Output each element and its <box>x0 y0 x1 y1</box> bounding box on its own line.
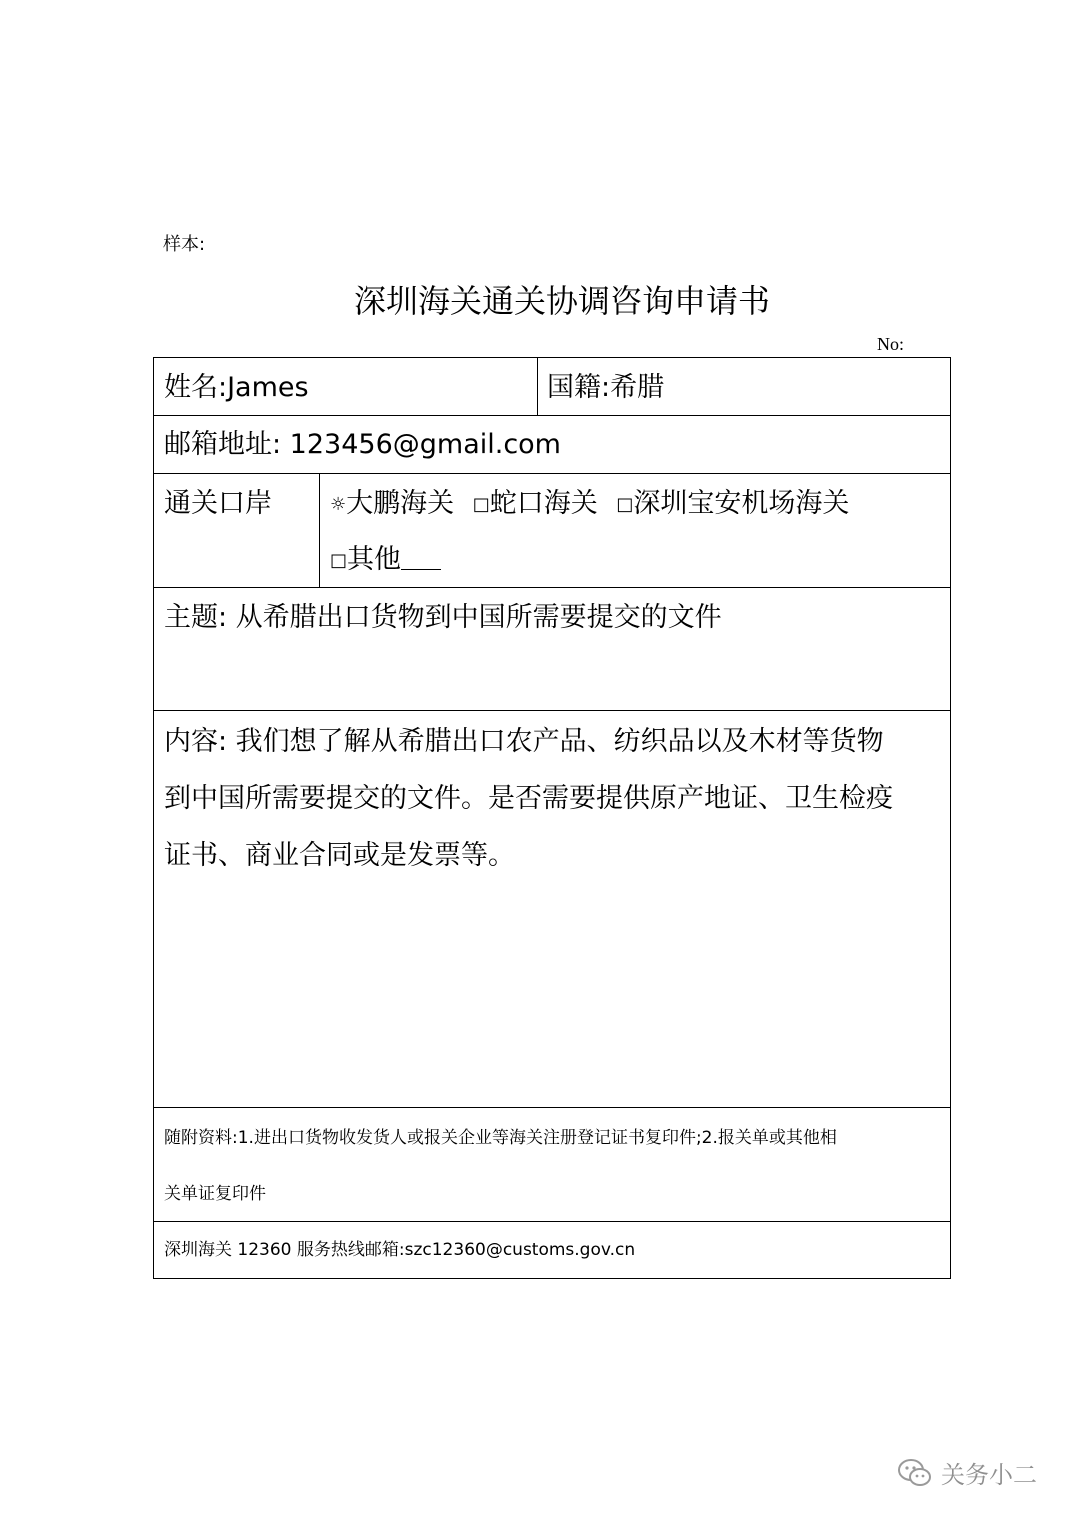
content-line-3: 证书、商业合同或是发票等。 <box>164 840 515 871</box>
dapeng-checkbox[interactable]: ☼ <box>330 494 347 515</box>
baoan-option: 深圳宝安机场海关 <box>633 488 850 519</box>
content-line-1: 内容: 我们想了解从希腊出口农产品、纺织品以及木材等货物 <box>164 726 884 757</box>
port-options-line2 <box>330 532 441 589</box>
port-row <box>154 474 950 588</box>
email-field: 邮箱地址: 123456@gmail.com <box>164 429 561 460</box>
port-options-line1 <box>330 476 849 533</box>
attachments-line-1: 随附资料:1.进出口货物收发货人或报关企业等海关注册登记证书复印件;2.报关单或其他相 <box>164 1128 837 1148</box>
shekou-option: 蛇口海关 <box>489 488 598 519</box>
wechat-icon <box>897 1458 933 1492</box>
content-line-2: 到中国所需要提交的文件。是否需要提供原产地证、卫生检疫 <box>164 783 893 814</box>
watermark-text: 关务小二 <box>941 1461 1037 1489</box>
page-title: 深圳海关通关协调咨询申请书 <box>353 282 770 320</box>
subject-field: 主题: 从希腊出口货物到中国所需要提交的文件 <box>164 602 722 633</box>
dapeng-option: 大鹏海关 <box>346 488 455 519</box>
port-options-cell <box>319 474 950 587</box>
nationality-field: 国籍:希腊 <box>547 372 665 403</box>
nationality-cell <box>537 358 950 415</box>
name-cell <box>154 358 537 415</box>
attachments-row <box>154 1108 950 1222</box>
number-label: No: <box>877 334 904 354</box>
name-nationality-row <box>154 358 950 416</box>
other-checkbox[interactable]: □ <box>330 550 348 571</box>
content-row <box>154 711 950 1108</box>
hotline-field: 深圳海关 12360 服务热线邮箱:szc12360@customs.gov.cn <box>164 1240 636 1260</box>
sample-label: 样本: <box>163 234 206 255</box>
other-option: 其他 <box>347 544 402 575</box>
shekou-checkbox[interactable]: □ <box>472 494 490 515</box>
watermark <box>897 1455 1037 1495</box>
port-label-cell <box>154 474 319 587</box>
application-form <box>153 357 951 1279</box>
name-field: 姓名:James <box>164 372 309 403</box>
email-row <box>154 416 950 474</box>
baoan-checkbox[interactable]: □ <box>616 494 634 515</box>
subject-row <box>154 588 950 711</box>
attachments-line-2: 关单证复印件 <box>164 1184 266 1204</box>
other-blank[interactable] <box>401 545 441 570</box>
hotline-row <box>154 1222 950 1278</box>
port-label: 通关口岸 <box>164 488 272 519</box>
